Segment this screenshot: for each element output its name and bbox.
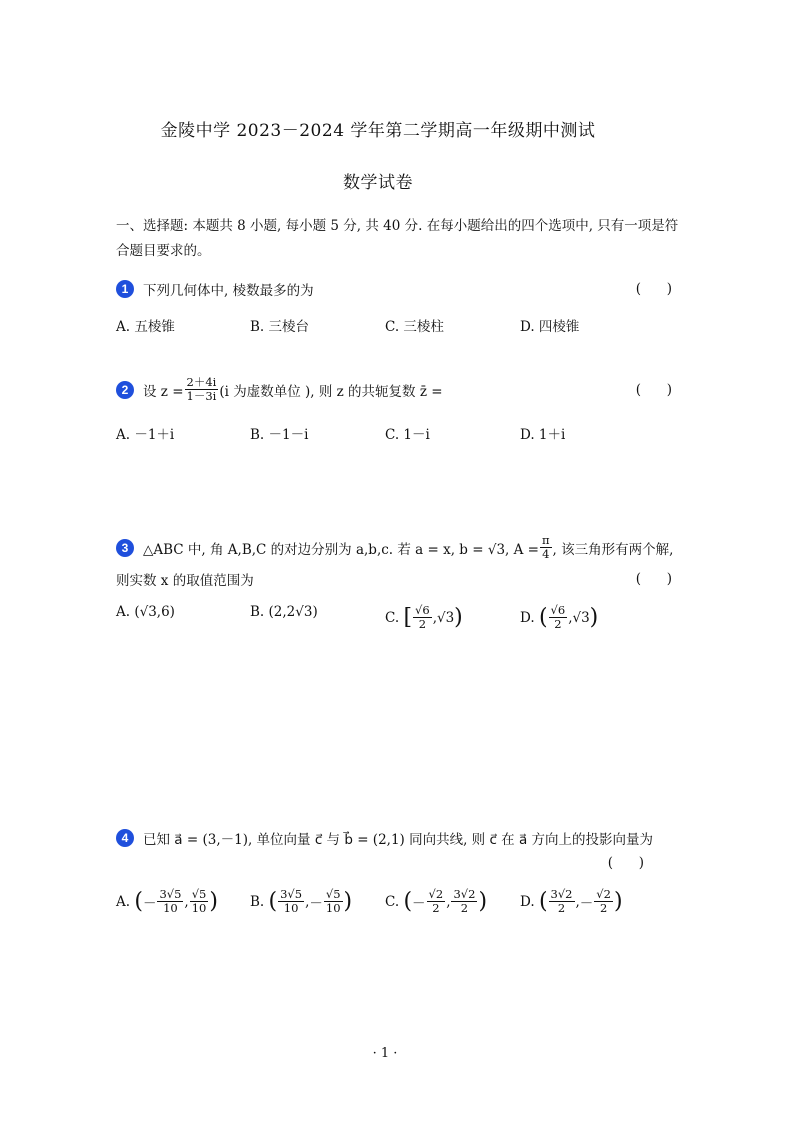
fraction <box>324 888 343 915</box>
sign: － <box>579 895 594 912</box>
page-number: · 1 · <box>372 1046 398 1061</box>
fraction <box>427 888 446 915</box>
option-b <box>250 604 318 620</box>
fraction-denominator: 2 <box>557 901 566 915</box>
fraction-denominator: 10 <box>283 901 299 915</box>
option-label: C. <box>385 893 400 910</box>
fraction <box>278 888 304 915</box>
fraction-numerator: √2 <box>428 887 444 901</box>
section-instructions: 一、选择题: 本题共 8 小题, 每小题 5 分, 共 40 分. 在每小题给出的四个选项中, 只有一项是符合题目要求的。 <box>116 218 679 259</box>
bracket-close: ) <box>613 888 623 914</box>
fraction-denominator: 2 <box>554 617 562 631</box>
option-c: C. 三棱柱 <box>385 319 444 335</box>
fraction-denominator: 2 <box>432 901 440 915</box>
option-d <box>520 888 623 915</box>
question-stem-line2: 则实数 x 的取值范围为 <box>116 573 254 589</box>
fraction-numerator: √6 <box>415 603 430 617</box>
option-c: C. 1－i <box>385 427 430 443</box>
exam-title: 金陵中学 2023－2024 学年第二学期高一年级期中测试 <box>160 121 596 141</box>
answer-bracket: ( ) <box>635 381 672 398</box>
comma: , <box>184 893 189 910</box>
option-d <box>520 604 598 631</box>
fraction-numerator: √2 <box>596 887 611 901</box>
bracket-open: [ <box>403 604 413 630</box>
option-a <box>116 888 218 915</box>
question-1 <box>116 279 686 335</box>
bracket-close: ) <box>343 888 353 914</box>
bracket-close: ) <box>209 888 218 914</box>
fraction <box>540 534 552 561</box>
fraction-denominator: 2 <box>418 617 427 631</box>
option-label: B. <box>250 604 265 620</box>
fraction-denominator: 10 <box>191 901 207 915</box>
fraction-numerator: 3√2 <box>550 887 573 901</box>
question-3 <box>116 533 686 631</box>
fraction <box>185 376 219 403</box>
bracket-open: ( <box>403 888 413 914</box>
question-number-badge: 2 <box>116 381 134 399</box>
option-rest: ,√3 <box>568 609 590 626</box>
option-b: B. －1－i <box>250 427 309 443</box>
comma: , <box>305 893 310 910</box>
option-label: A. <box>116 893 131 910</box>
bracket-open: ( <box>538 888 548 914</box>
fraction-numerator: 3√2 <box>453 887 476 901</box>
fraction <box>413 604 432 631</box>
bracket-close: ) <box>589 604 599 630</box>
option-b <box>250 888 352 915</box>
answer-bracket: ( ) <box>607 855 644 871</box>
question-stem-pre: △ABC 中, 角 A,B,C 的对边分别为 a,b,c. 若 a = x, b = √3, A = <box>143 541 539 558</box>
option-c <box>385 604 463 631</box>
question-2 <box>116 375 686 443</box>
fraction-denominator: 2 <box>599 901 608 915</box>
question-stem-post: (i 为虚数单位 ), 则 z 的共轭复数 z̄ = <box>219 383 443 400</box>
bracket-open: ( <box>538 604 548 630</box>
fraction-denominator: 10 <box>325 901 341 915</box>
fraction-numerator: √6 <box>550 603 566 617</box>
bracket-close: ) <box>478 888 488 914</box>
bracket-open: ( <box>268 888 278 914</box>
option-label: B. <box>250 893 265 910</box>
option-c <box>385 888 487 915</box>
option-label: A. <box>116 604 131 620</box>
fraction <box>190 888 209 915</box>
option-label: C. <box>385 609 400 626</box>
option-value: (√3,6) <box>134 604 175 620</box>
question-4 <box>116 828 686 915</box>
option-d: D. 四棱锥 <box>520 319 580 335</box>
fraction-numerator: √5 <box>325 887 341 901</box>
sign: － <box>412 895 426 912</box>
question-number-badge: 1 <box>116 280 134 298</box>
fraction-denominator: 1－3i <box>186 389 217 403</box>
exam-subtitle: 数学试卷 <box>343 173 413 193</box>
option-a: A. －1＋i <box>116 427 175 443</box>
fraction-denominator: 4 <box>542 547 550 561</box>
comma: , <box>446 893 451 910</box>
option-label: D. <box>520 893 535 910</box>
question-stem-post: , 该三角形有两个解, <box>552 541 674 558</box>
option-a <box>116 604 175 620</box>
fraction-numerator: 3√5 <box>159 887 182 901</box>
question-stem-pre: 设 z = <box>143 383 184 400</box>
fraction <box>594 888 613 915</box>
option-b: B. 三棱台 <box>250 319 310 335</box>
sign: － <box>309 895 323 912</box>
question-stem: 下列几何体中, 棱数最多的为 <box>143 283 314 299</box>
bracket-open: ( <box>134 888 143 914</box>
option-label: D. <box>520 609 535 626</box>
question-number-badge: 3 <box>116 539 134 557</box>
answer-bracket: ( ) <box>635 571 672 587</box>
fraction-denominator: 2 <box>460 901 469 915</box>
comma: , <box>575 893 580 910</box>
fraction <box>157 888 183 915</box>
fraction-numerator: 3√5 <box>280 887 303 901</box>
option-a: A. 五棱锥 <box>116 319 175 335</box>
fraction-denominator: 10 <box>163 901 178 915</box>
question-number-badge: 4 <box>116 829 134 847</box>
fraction <box>549 604 568 631</box>
bracket-close: ) <box>454 604 463 630</box>
sign: － <box>142 895 157 912</box>
fraction <box>549 888 575 915</box>
fraction-numerator: π <box>541 533 550 547</box>
fraction <box>451 888 477 915</box>
fraction-numerator: 2＋4i <box>186 375 217 389</box>
answer-bracket: ( ) <box>635 281 672 297</box>
option-value: (2,2√3) <box>268 604 318 620</box>
question-stem: 已知 a⃗ = (3,－1), 单位向量 c⃗ 与 b⃗ = (2,1) 同向共线, 则 c⃗ 在 a⃗ 方向上的投影向量为 <box>143 832 654 848</box>
option-d: D. 1＋i <box>520 427 566 443</box>
fraction-numerator: √5 <box>191 887 207 901</box>
option-rest: ,√3 <box>432 609 455 626</box>
